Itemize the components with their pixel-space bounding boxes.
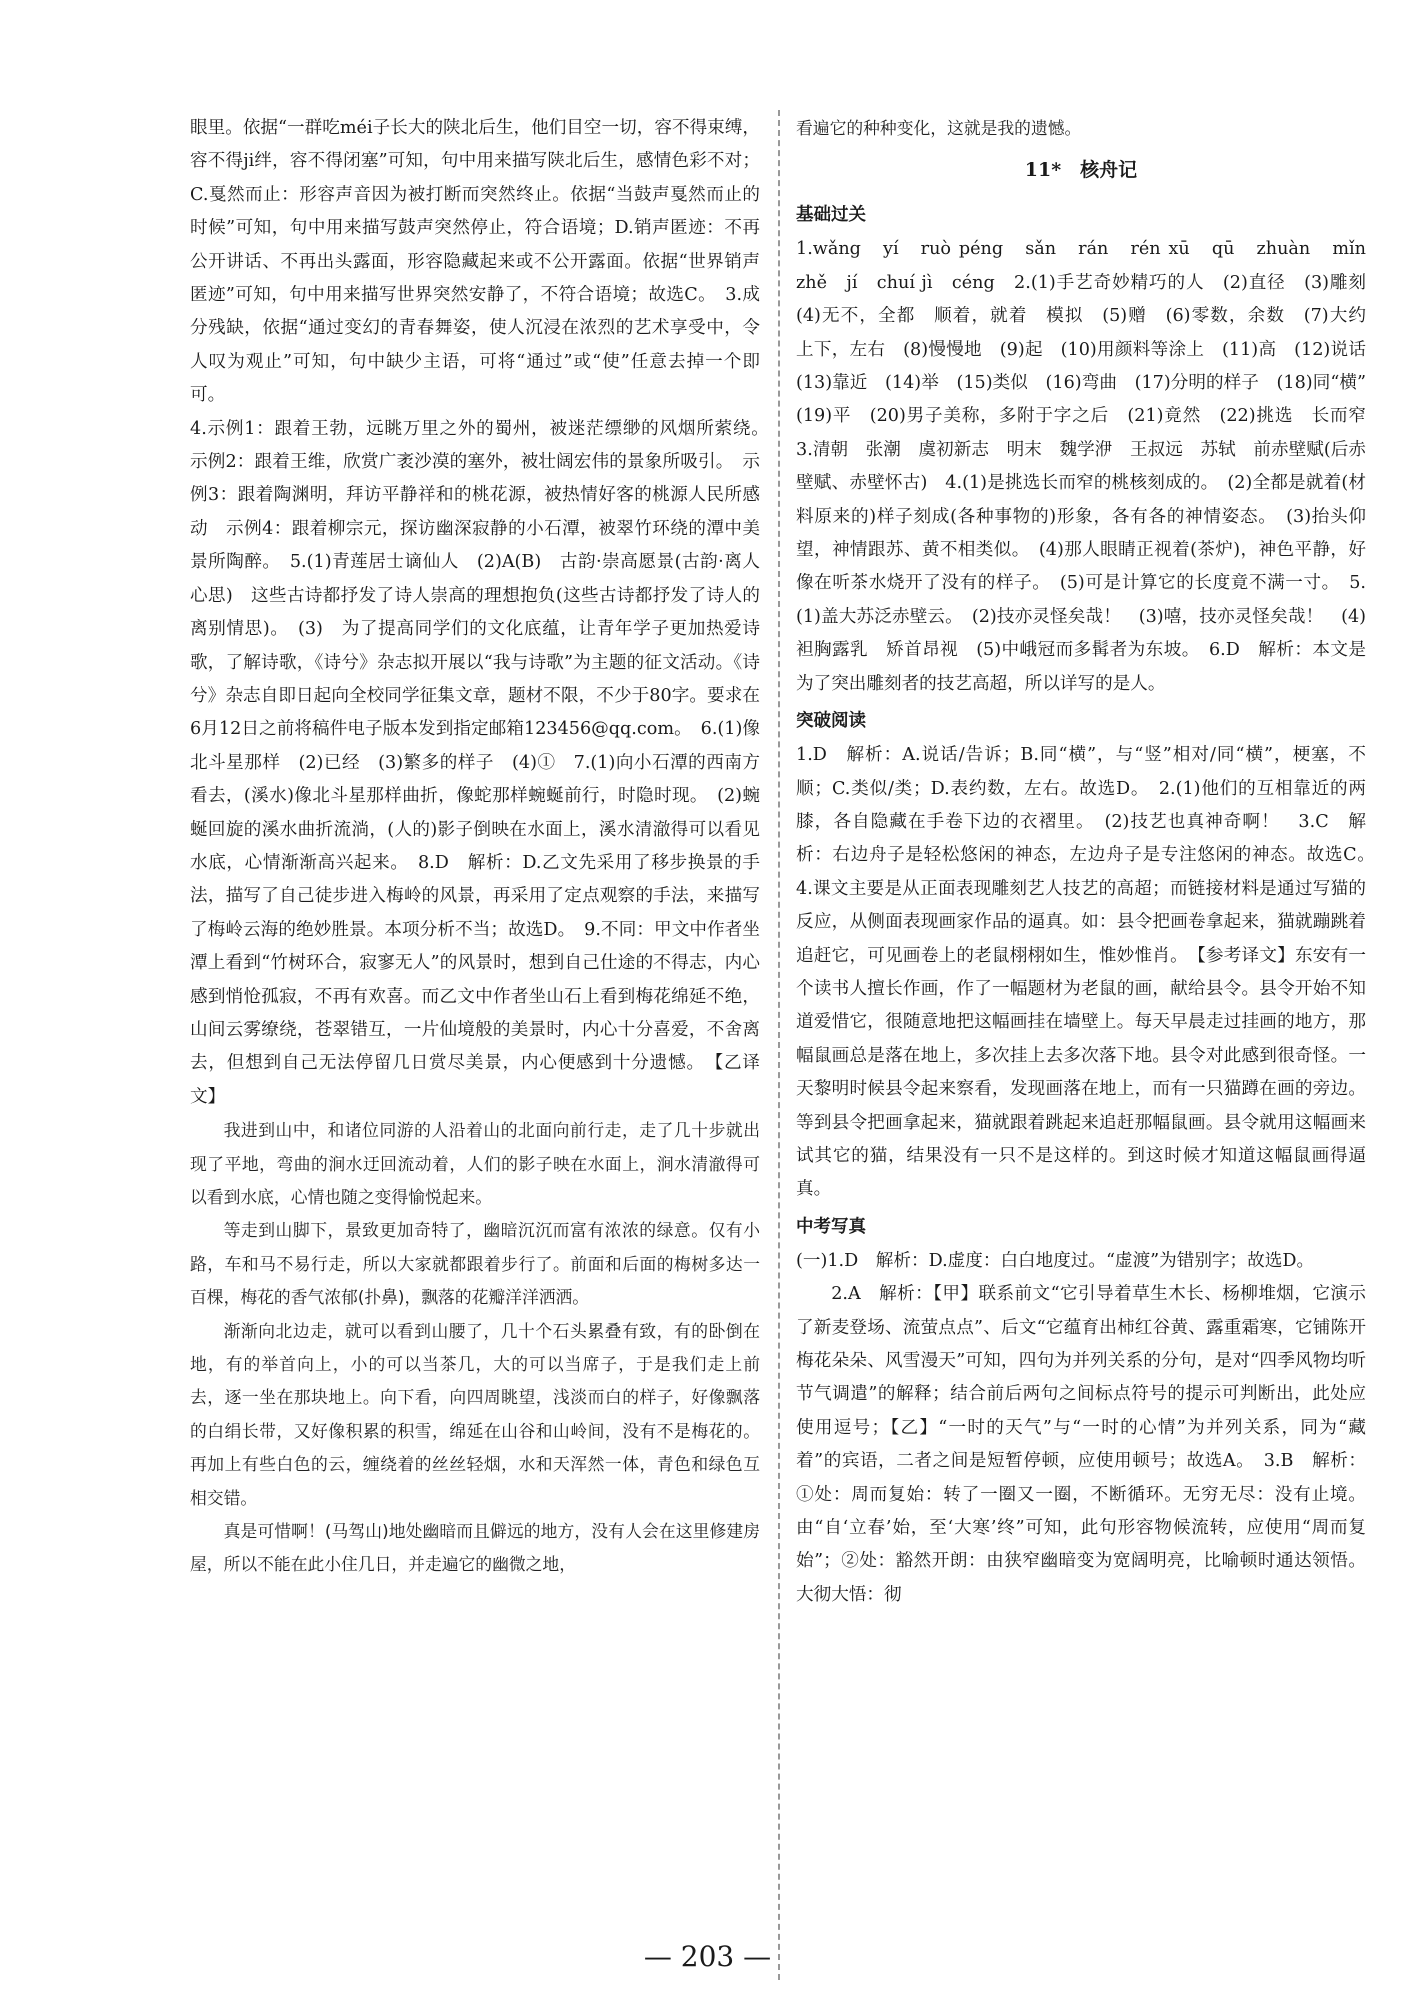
section-heading: 突破阅读	[796, 711, 866, 732]
paragraph: 看遍它的种种变化，这就是我的遗憾。	[796, 118, 1082, 138]
column-divider	[778, 110, 780, 1980]
left-column	[190, 112, 778, 1582]
section-heading: 基础过关	[796, 205, 866, 226]
translation-paragraph: 我进到山中，和诸位同游的人沿着山的北面向前行走，走了几十步就出现了平地，弯曲的涧水迂回流动着，人们的影子映在水面上，涧水清澈得可以看到水底，心情也随之变得愉悦起来。	[190, 1120, 760, 1207]
paragraph: 2.A 解析：【甲】联系前文“它引导着草生木长、杨柳堆烟，它演示了新麦登场、流萤点点”、后文“它蕴育出柿红谷黄、露重霜寒，它铺陈开梅花朵朵、风雪漫天”可知，四句为并列关系的分句，是对“四季风物均听节气调遣”的解释；结合前后两句之间标点符号的提示可判断出，此处应使用逗号；【乙】“一时的天气”与“一时的心情”为并列关系，同为“藏着”的宾语，二者之间是短暂停顿，应使用顿号；故选A。 3.B 解析：①处：周而复始：转了一圈又一圈，不断循环。无穷无尽：没有止境。由“自‘立春’始，至‘大寒’终”可知，此句形容物候流转，应使用“周而复始”；②处：豁然开朗：由狭窄幽暗变为宽阔明亮，比喻顿时通达领悟。大彻大悟：彻	[796, 1284, 1366, 1605]
page-number	[0, 1940, 1415, 1973]
paragraph: 眼里。依据“一群吃méi子长大的陕北后生，他们目空一切，容不得束缚，容不得ji绊，容不得闭塞”可知，句中用来描写陕北后生，感情色彩不对；C.戛然而止：形容声音因为被打断而突然终止。依据“当鼓声戛然而止的时候”可知，句中用来描写鼓声突然停止，符合语境；D.销声匿迹：不再公开讲话、不再出头露面，形容隐藏起来或不公开露面。依据“世界销声匿迹”可知，句中用来描写世界突然安静了，不符合语境；故选C。 3.成分残缺，依据“通过变幻的青春舞姿，使人沉浸在浓烈的艺术享受中，令人叹为观止”可知，句中缺少主语，可将“通过”或“使”任意去掉一个即可。	[190, 118, 760, 406]
section-title: 11* 核舟记	[1024, 159, 1138, 182]
paragraph: 4.示例1：跟着王勃，远眺万里之外的蜀州，被迷茫缥缈的风烟所萦绕。 示例2：跟着王维，欣赏广袤沙漠的塞外，被壮阔宏伟的景象所吸引。 示例3：跟着陶渊明，拜访平静祥和的桃花源，被热情好客的桃源人民所感动 示例4：跟着柳宗元，探访幽深寂静的小石潭，被翠竹环绕的潭中美景所陶醉。 5.(1)青莲居士谪仙人 (2)A(B) 古韵·崇高愿景(古韵·离人心思) 这些古诗都抒发了诗人崇高的理想抱负(这些古诗都抒发了诗人的离别情思)。 (3) 为了提高同学们的文化底蕴，让青年学子更加热爱诗歌，了解诗歌，《诗兮》杂志拟开展以“我与诗歌”为主题的征文活动。《诗兮》杂志自即日起向全校同学征集文章，题材不限，不少于80字。要求在6月12日之前将稿件电子版本发到指定邮箱123456@qq.com。 6.(1)像北斗星那样 (2)已经 (3)繁多的样子 (4)① 7.(1)向小石潭的西南方看去，(溪水)像北斗星那样曲折，像蛇那样蜿蜒前行，时隐时现。 (2)蜿蜒回旋的溪水曲折流淌，(人的)影子倒映在水面上，溪水清澈得可以看见水底，心情渐渐高兴起来。 8.D 解析：D.乙文先采用了移步换景的手法，描写了自己徒步进入梅岭的风景，再采用了定点观察的手法，来描写了梅岭云海的绝妙胜景。本项分析不当；故选D。 9.不同：甲文中作者坐潭上看到“竹树环合，寂寥无人”的风景时，想到自己仕途的不得志，内心感到悄怆孤寂，不再有欢喜。而乙文中作者坐山石上看到梅花绵延不绝，山间云雾缭绕，苍翠错互，一片仙境般的美景时，内心十分喜爱，不舍离去，但想到自己无法停留几日赏尽美景，内心便感到十分遗憾。 【乙译文】	[190, 418, 778, 1107]
translation-paragraph: 真是可惜啊！(马驾山)地处幽暗而且僻远的地方，没有人会在这里修建房屋，所以不能在此小住几日，并走遍它的幽微之地，	[190, 1521, 760, 1575]
paragraph: (一)1.D 解析：D.虚度：白白地度过。“虚渡”为错别字；故选D。	[796, 1250, 1315, 1271]
section-heading: 中考写真	[796, 1216, 866, 1237]
paragraph: 1.wǎng yí ruò péng sǎn rán rén xū qū zhuàn mǐn zhě jí chuí jì céng 2.(1)手艺奇妙精巧的人 (2)直径 (3)雕刻 (4)无不，全都 顺着，就着 模拟 (5)赠 (6)零数，余数 (7)大约 上下，左右 (8)慢慢地 (9)起 (10)用颜料等涂上 (11)高 (12)说话 (13)靠近 (14)举 (15)类似 (16)弯曲 (17)分明的样子 (18)同“横” (19)平 (20)男子美称，多附于字之后 (21)竟然 (22)挑选 长而窄 3.清朝 张潮 虞初新志 明末 魏学洢 王叔远 苏轼 前赤壁赋(后赤壁赋、赤壁怀古) 4.(1)是挑选长而窄的桃核刻成的。 (2)全都是就着(材料原来的)样子刻成(各种事物的)形象，各有各的神情姿态。 (3)抬头仰望，神情跟苏、黄不相类似。 (4)那人眼睛正视着(茶炉)，神色平静，好像在听茶水烧开了没有的样子。 (5)可是计算它的长度竟不满一寸。 5.(1)盖大苏泛赤壁云。 (2)技亦灵怪矣哉！ (3)嘻，技亦灵怪矣哉！ (4)袒胸露乳 矫首昂视 (5)中峨冠而多髯者为东坡。 6.D 解析：本文是为了突出雕刻者的技艺高超，所以详写的是人。	[796, 239, 1384, 694]
right-column	[796, 112, 1384, 1612]
translation-paragraph: 渐渐向北边走，就可以看到山腰了，几十个石头累叠有致，有的卧倒在地，有的举首向上，小的可以当茶几，大的可以当席子，于是我们走上前去，逐一坐在那块地上。向下看，向四周眺望，浅淡而白的样子，好像飘落的白绢长带，又好像积累的积雪，绵延在山谷和山岭间，没有不是梅花的。再加上有些白色的云，缠绕着的丝丝轻烟，水和天浑然一体，青色和绿色互相交错。	[190, 1320, 760, 1508]
page-number-text: — 203 —	[643, 1940, 772, 1973]
translation-paragraph: 等走到山脚下，景致更加奇特了，幽暗沉沉而富有浓浓的绿意。仅有小路，车和马不易行走，所以大家就都跟着步行了。前面和后面的梅树多达一百棵，梅花的香气浓郁(扑鼻)，飘落的花瓣洋洋洒洒。	[190, 1220, 760, 1308]
paragraph: 1.D 解析：A.说话/告诉；B.同“横”，与“竖”相对/同“横”，梗塞，不顺；C.类似/类；D.表约数，左右。故选D。 2.(1)他们的互相靠近的两膝，各自隐藏在手卷下边的衣褶里。 (2)技艺也真神奇啊！ 3.C 解析：右边舟子是轻松悠闲的神态，左边舟子是专注悠闲的神态。故选C。 4.课文主要是从正面表现雕刻艺人技艺的高超；而链接材料是通过写猫的反应，从侧面表现画家作品的逼真。如：县令把画卷拿起来，猫就蹦跳着追赶它，可见画卷上的老鼠栩栩如生，惟妙惟肖。 【参考译文】东安有一个读书人擅长作画，作了一幅题材为老鼠的画，献给县令。县令开始不知道爱惜它，很随意地把这幅画挂在墙壁上。每天早晨走过挂画的地方，那幅鼠画总是落在地上，多次挂上去多次落下地。县令对此感到很奇怪。一天黎明时候县令起来察看，发现画落在地上，而有一只猫蹲在画的旁边。等到县令把画拿起来，猫就跟着跳起来追赶那幅鼠画。县令就用这幅画来试其它的猫，结果没有一只不是这样的。到这时候才知道这幅鼠画得逼真。	[796, 745, 1384, 1200]
